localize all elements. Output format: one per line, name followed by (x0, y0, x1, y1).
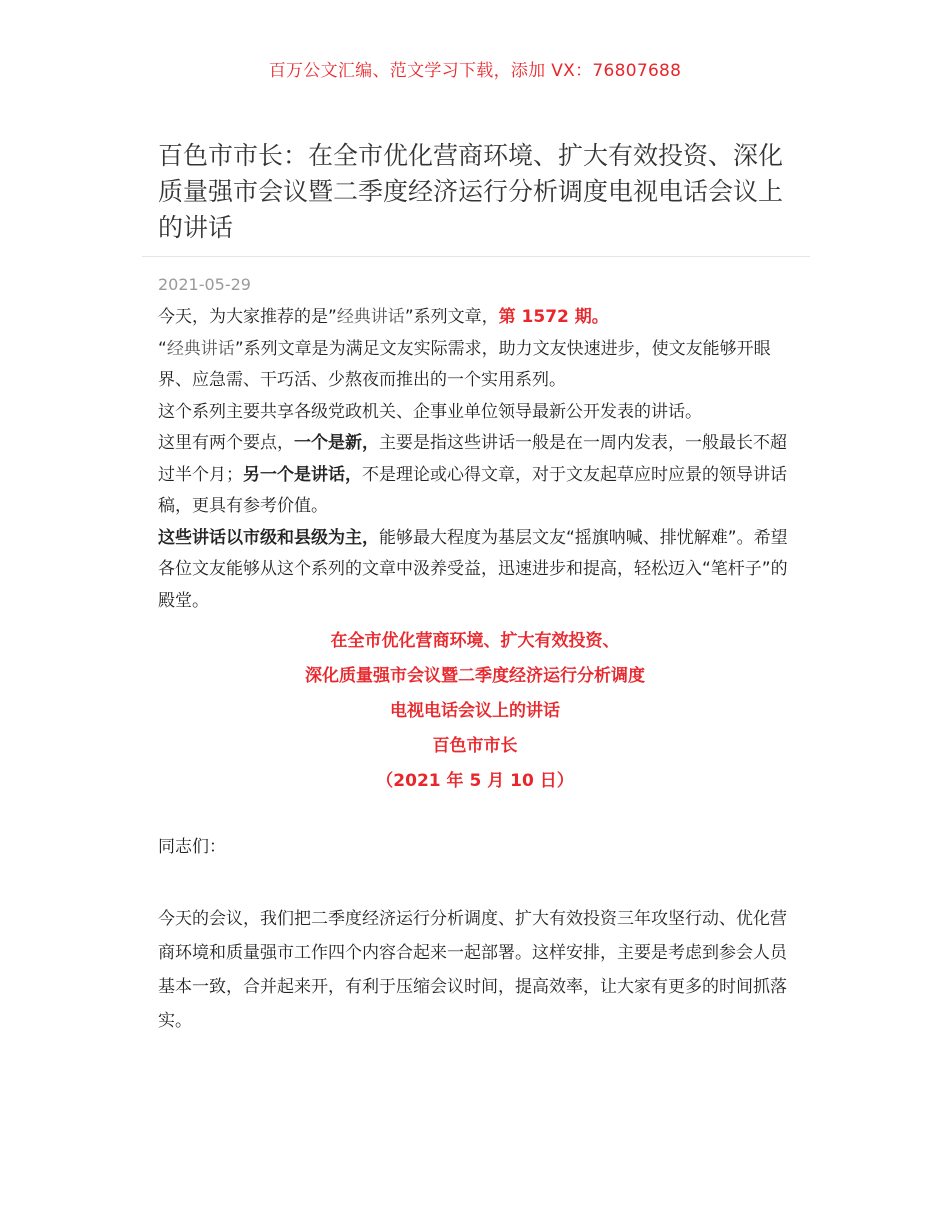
intro-section (158, 302, 794, 617)
promo-banner: 百万公文汇编、范文学习下载，添加 VX：76807688 (268, 61, 682, 81)
intro-paragraph-3: 这个系列主要共享各级党政机关、企事业单位领导最新公开发表的讲话。 (158, 401, 702, 422)
intro-paragraph-1 (158, 302, 794, 334)
issue-number: 第 1572 期。 (498, 307, 609, 327)
speech-heading (0, 624, 950, 799)
intro-p5-bold: 这些讲话以市级和县级为主， (158, 527, 379, 548)
intro-p1-series: 经典讲话 (336, 307, 405, 327)
salutation: 同志们： (158, 837, 226, 857)
speech-heading-line-3: 电视电话会议上的讲话 (390, 701, 560, 721)
intro-p2-text-b: ”系列文章是为满足文友实际需求，助力文友快速进步，使文友能够开眼界、应急需、干巧活、少熬夜而推出的一个实用系列。 (158, 338, 771, 390)
speech-date: （2021 年 5 月 10 日） (376, 771, 574, 791)
intro-p4-text-d: 不是理论或心得文章，对于文友起草应时应景的领导讲话稿，更具有参考价值。 (158, 464, 787, 516)
speech-heading-line-2: 深化质量强市会议暨二季度经济运行分析调度 (305, 666, 645, 686)
intro-p4-text-c: 主要是指这些讲话一般是在一周内发表，一般最长不超过半个月； (158, 433, 787, 485)
body-paragraph: 今天的会议，我们把二季度经济运行分析调度、扩大有效投资三年攻坚行动、优化营商环境和质量强市工作四个内容合起来一起部署。这样安排，主要是考虑到参会人员基本一致，合并起来开，有利于压缩会议时间，提高效率，让大家有更多的时间抓落实。 (158, 909, 787, 1031)
intro-p4-bold-1: 一个是新， (294, 433, 379, 453)
intro-paragraph-2 (158, 334, 794, 397)
intro-p1-text-b: ”系列文章， (404, 307, 499, 327)
speech-heading-line-1: 在全市优化营商环境、扩大有效投资、 (330, 631, 620, 651)
intro-p2-series: 经典讲话 (166, 338, 235, 359)
intro-p5-text: 能够最大程度为基层文友“摇旗呐喊、排忧解难”。希望各位文友能够从这个系列的文章中汲养受益，迅速进步和提高，轻松迈入“笔杆子”的殿堂。 (158, 527, 788, 611)
intro-p1-text-a: 今天，为大家推荐的是” (158, 307, 337, 327)
publish-date: 2021-05-29 (158, 275, 251, 294)
intro-paragraph-5 (158, 523, 794, 618)
intro-p4-text-a: 这里有两个要点， (158, 433, 294, 453)
intro-p2-text-a: “ (158, 338, 167, 359)
speech-speaker: 百色市市长 (432, 736, 518, 756)
title-divider (142, 256, 810, 257)
article-title: 百色市市长：在全市优化营商环境、扩大有效投资、深化质量强市会议暨二季度经济运行分析调度电视电话会议上的讲话 (158, 141, 784, 242)
intro-paragraph-4 (158, 428, 794, 523)
intro-p4-bold-2: 另一个是讲话， (243, 464, 362, 485)
